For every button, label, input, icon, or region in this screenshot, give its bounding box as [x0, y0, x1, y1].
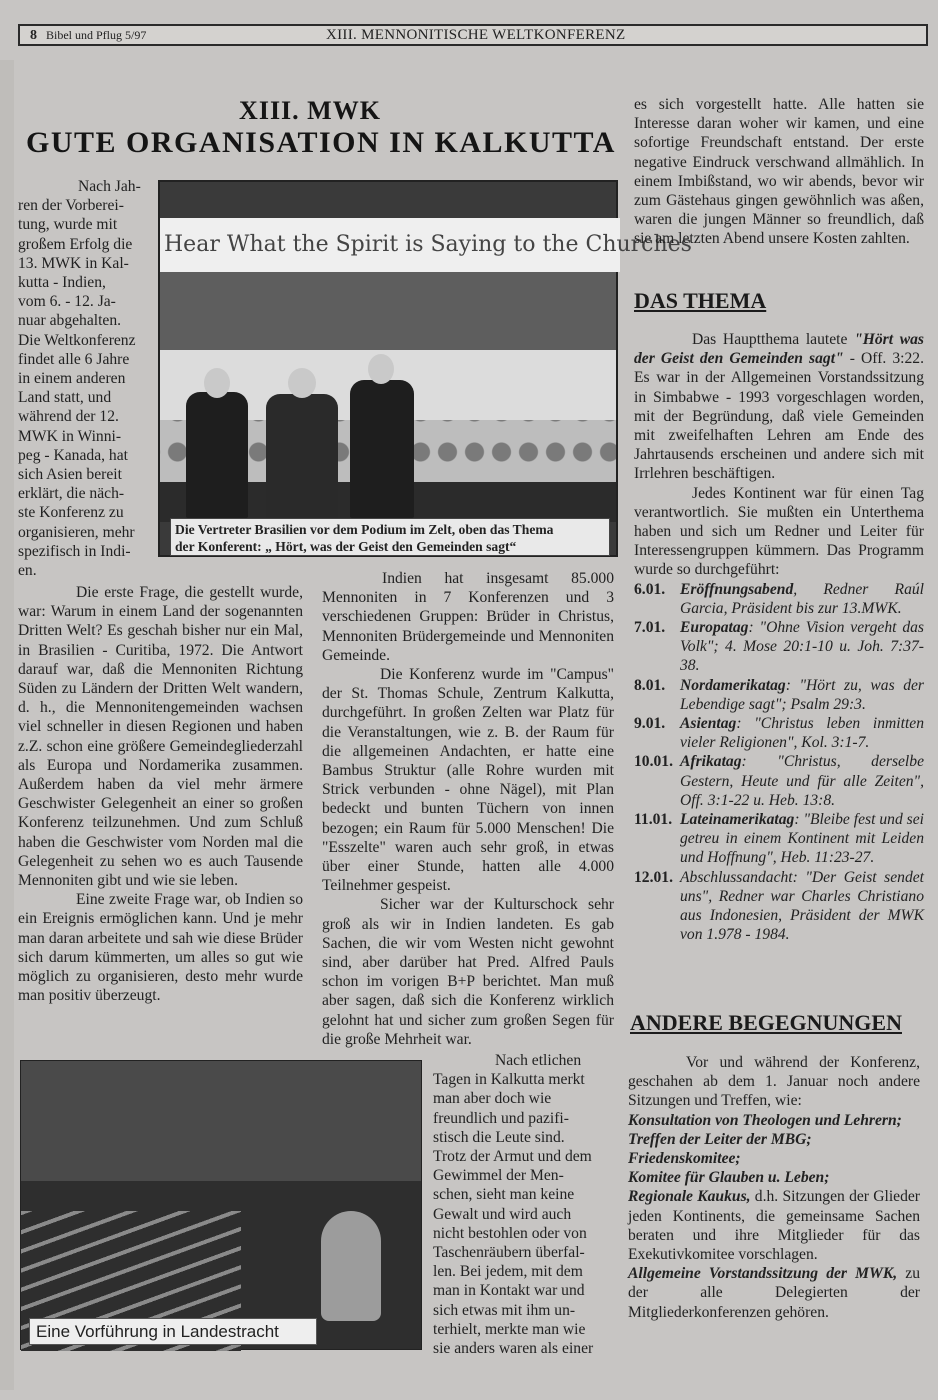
page-number: 8 [30, 28, 37, 43]
header-left [30, 28, 146, 44]
person-2-head [288, 368, 316, 398]
begegnungen-text [628, 1053, 920, 1322]
program-text [680, 580, 924, 618]
right-column [634, 95, 924, 249]
narrow-line: len. Bei jedem, mit dem [433, 1263, 583, 1281]
person-1 [186, 392, 248, 518]
program-date: 7.01. [634, 619, 666, 637]
narrow-line: Taschenräubern überfal- [433, 1244, 585, 1262]
middle-paragraph-3: Sicher war der Kulturschock sehr groß als wir in Indien landeten. Es gab Sachen, die wir vom Westen nicht gewohnt sind, aber darüber hat Pred. Alfred Pauls schon im vorigen B+P berichtet. Man muß aber sagen, daß sich die Konferenz wirklich gelohnt hat und sicher zum großen Segen für die große Mehrheit war. [322, 896, 614, 1048]
narrow-line: man aber doch wie [433, 1090, 552, 1108]
middle-paragraph-1: Indien hat insgesamt 85.000 Mennoniten in 7 Konferenzen und 3 verschiedenen Gruppen: Brüder in Christus, Mennoniten Brüdergemeinde und Mennoniten Gemeinde. [322, 570, 614, 664]
program-detail: : "Christus, derselbe Gestern, Heute und für alle Zeiten", Off. 3:1-22 u. Heb. 13:8. [680, 753, 924, 809]
program-day-name: Afrikatag [680, 753, 742, 771]
program-row [634, 580, 924, 618]
begeg-regional-bold: Regionale Kaukus, [628, 1188, 751, 1206]
narrow-column [433, 1051, 613, 1358]
narrow-line: schen, sieht man keine [433, 1186, 575, 1204]
program-date: 9.01. [634, 715, 666, 733]
page-header [18, 24, 928, 46]
person-3-head [368, 354, 394, 384]
program-detail: : "Ohne Vision vergeht das Volk"; 4. Mose 20:1-10 u. Joh. 7:37-38. [680, 619, 924, 675]
program-date: 10.01. [634, 753, 673, 771]
program-row [634, 752, 924, 810]
narrow-line: nicht bestohlen oder von [433, 1224, 587, 1242]
narrow-line: Gewimmel der Men- [433, 1167, 564, 1185]
program-text [680, 868, 924, 945]
narrow-line: terhielt, merkte man wie [433, 1320, 586, 1338]
photo-stage [160, 272, 616, 362]
left-paragraph-2: Die erste Frage, die gestellt wurde, war: Warum in einem Land der sogenannten Dritten Welt? Es geschah bisher nur ein Mal, in Brasilien - Curitiba, 1972. Die Antwort darauf war, daß die Mennoniten Richtung Süden zu Ländern der Dritten Welt wandern, d. h., die Mennonitengemeinden wachsen viel schneller in diesen Regionen und haben z.Z. schon eine größere Gemeindegliederzahl als Europa und Nordamerika zusammen. Außerdem haben da viel mehr ärmere Geschwister Gelegenheit an einer so großen Konferenz teilzunehmen. Und zum Schluß haben die Geschwister vom Norden mal die Gelegenheit zu sehen wo es auch Tausende Mennoniten gibt und wie sie leben. [18, 584, 303, 890]
intro-line: in einem anderen [18, 370, 126, 388]
intro-line: ren der Vorberei- [18, 197, 124, 215]
thema-paragraph-2: Jedes Kontinent war für einen Tag verantwortlich. Sie mußten ein Unterthema haben und sich um Redner und Leiter für Interessengruppen kümmern. Das Programm wurde so durchgeführt: [634, 484, 924, 579]
intro-line: großem Erfolg die [18, 235, 133, 253]
middle-column [322, 569, 614, 1049]
program-detail: : "Hört zu, was der Lebendige sagt"; Psalm 29:3. [680, 676, 924, 713]
program-row [634, 714, 924, 752]
photo-caption-line2: der Konferent: „ Hört, was der Geist den Gemeinden sagt“ [175, 539, 517, 554]
person-2 [266, 394, 338, 518]
begeg-allgemeine-text: zu der alle Delegierten der Mitgliederkonferenzen gehören. [628, 1265, 920, 1321]
intro-line: kutta - Indien, [18, 274, 106, 292]
narrow-line: man in Kontakt war und [433, 1282, 585, 1300]
program-text [680, 810, 924, 868]
program-list [634, 580, 924, 945]
intro-line: ste Konferenz zu [18, 504, 124, 522]
narrow-line: freundlich und pazifi- [433, 1109, 569, 1127]
intro-line: 13. MWK in Kal- [18, 254, 129, 272]
program-day-name: Nordamerikatag [680, 676, 786, 694]
program-detail: : "Christus leben inmitten vieler Religionen", Kol. 3:1-7. [680, 715, 924, 752]
photo-banner-text: Hear What the Spirit is Saying to the Churches [160, 218, 620, 272]
intro-line: Die Weltkonferenz [18, 331, 136, 349]
intro-column [18, 177, 146, 580]
left-column [18, 583, 303, 1005]
performance-dancer [321, 1211, 381, 1321]
intro-line: spezifisch in Indi- [18, 542, 131, 560]
thema-text [634, 330, 924, 945]
narrow-line: sich etwas mit ihm un- [433, 1301, 576, 1319]
performance-backdrop [21, 1061, 421, 1181]
article-title: GUTE ORGANISATION IN KALKUTTA [26, 126, 616, 159]
person-3 [350, 380, 414, 518]
intro-line: sich Asien bereit [18, 466, 122, 484]
photo2-caption: Eine Vorführung in Landestracht [29, 1318, 317, 1345]
begegnung-item: Konsultation von Theologen und Lehrern; [628, 1111, 902, 1129]
narrow-line: stisch die Leute sind. [433, 1128, 565, 1146]
photo-delegates [158, 180, 692, 557]
begeg-allgemeine-bold: Allgemeine Vorstandssitzung der MWK, [628, 1265, 898, 1283]
program-detail: , Redner Raúl Garcia, Präsident bis zur 13.MWK. [680, 580, 924, 617]
intro-line: vom 6. - 12. Ja- [18, 293, 116, 311]
program-day-name: Asientag [680, 715, 737, 733]
narrow-line: Trotz der Armut und dem [433, 1148, 592, 1166]
program-text [680, 714, 924, 752]
intro-line: tung, wurde mit [18, 216, 118, 234]
intro-line: findet alle 6 Jahre [18, 350, 130, 368]
program-day-name: Europatag [680, 619, 749, 637]
photo-caption [170, 518, 610, 556]
intro-line: während der 12. [18, 408, 119, 426]
issue-label: Bibel und Pflug 5/97 [46, 28, 147, 42]
program-detail: Abschlussandacht: "Der Geist sendet uns", Redner war Charles Christiano aus Indonesien, Präsident der MWK von 1.978 - 1984. [680, 868, 924, 944]
program-text [680, 752, 924, 810]
begegnung-item: Treffen der Leiter der MBG; [628, 1130, 812, 1148]
program-text [680, 618, 924, 676]
intro-line: erklärt, die näch- [18, 485, 125, 503]
program-text [680, 676, 924, 714]
intro-line: peg - Kanada, hat [18, 446, 128, 464]
narrow-line: Gewalt und wird auch [433, 1205, 572, 1223]
bleed-through-left [0, 60, 14, 1390]
photo-performance [20, 1060, 422, 1350]
program-date: 6.01. [634, 580, 666, 598]
begegnungen-intro: Vor und während der Konferenz, geschahen ab dem 1. Januar noch andere Sitzungen und Treffen, wie: [628, 1054, 920, 1110]
narrow-line: sie anders waren als einer [433, 1340, 594, 1358]
person-1-head [204, 368, 230, 398]
intro-line: en. [18, 562, 37, 580]
article-kicker: XIII. MWK [239, 96, 381, 125]
right-paragraph-1: es sich vorgestellt hatte. Alle hatten sie Interesse daran woher wir kamen, und eine sofortige Freundschaft entstand. Der erste negative Eindruck verschwand allmählich. In einem Imbißstand, wo wir abends, bevor wir zum Gästehaus gingen gewöhnlich was aßen, waren die jungen Männer so freundlich, daß sie am letzten Abend unsere Kosten zahlten. [634, 96, 924, 248]
section-heading-thema: DAS THEMA [634, 288, 767, 313]
program-date: 8.01. [634, 676, 666, 694]
middle-paragraph-2: Die Konferenz wurde im "Campus" der St. Thomas Schule, Zentrum Kalkutta, durchgeführt. In großen Zelten war Platz für die Veranstaltungen, wie z. B. der Raum für die allgemeinen Andachten, er hatte eine Bambus Struktur (alle Rohre wurden mit Strick verbunden - ohne Nägel), mit Plan bedeckt und bunten Tüchern von innen bezogen; ein Raum für 5.000 Menschen! Die "Esszelte" waren auch sehr groß, in etwas über einer Stunde, hatten alle 4.000 Teilnehmer gespeist. [322, 666, 614, 895]
program-date: 12.01. [634, 868, 673, 886]
program-row [634, 676, 924, 714]
intro-line: Nach Jah- [78, 178, 141, 195]
narrow-line: Tagen in Kalkutta merkt [433, 1071, 585, 1089]
program-date: 11.01. [634, 811, 673, 829]
program-row [634, 810, 924, 868]
left-paragraph-3: Eine zweite Frage war, ob Indien so ein Ereignis ermöglichen kann. Und je mehr man daran arbeitete und sah wie diese Brüder sich darum kümmerten, um alles so gut wie möglich zu organisieren, desto mehr wurde man positiv überzeugt. [18, 891, 303, 1005]
program-row [634, 618, 924, 676]
thema-prefix: Das Hauptthema lautete [692, 331, 855, 348]
begeg-regional-text: d.h. Sitzungen der Glieder jeden Kontinents, die gemeinsame Sachen beraten und ihre Mitglieder für das Exekutivkomitee vorschlagen. [628, 1188, 920, 1264]
header-section-title: XIII. MENNONITISCHE WELTKONFERENZ [326, 27, 626, 43]
program-row [634, 868, 924, 945]
intro-line: nuar abgehalten. [18, 312, 122, 330]
program-day-name: Eröffnungsabend [680, 580, 794, 598]
intro-line: organisieren, mehr [18, 523, 135, 541]
narrow-line: Nach etlichen [495, 1052, 582, 1069]
thema-rest: - Off. 3:22. Es war in der Allgemeinen Vorstandssitzung in Simbabwe - 1993 vorgeschlagen worden, mit der Begründung, daß viele Gemeinden mit zweifelhaften Lehren am Ende des Jahrtausends erscheinen und andere sich mit Irrlehren beschäftigen. [634, 350, 924, 483]
thema-quote: "Hört was der Geist den Gemeinden sagt" [634, 331, 924, 368]
photo-caption-line1: Die Vertreter Brasilien vor dem Podium im Zelt, oben das Thema [175, 522, 554, 537]
intro-line: Land statt, und [18, 389, 112, 407]
intro-line: MWK in Winni- [18, 427, 122, 445]
begegnung-item: Friedenskomitee; [628, 1150, 741, 1168]
begegnung-item: Komitee für Glauben u. Leben; [628, 1169, 830, 1187]
program-day-name: Lateinamerikatag [680, 811, 795, 829]
program-detail: : "Bleibe fest und sei getreu in einem Kontinent mit Leiden und Hoffnung", Heb. 11:23-27. [680, 811, 924, 867]
section-heading-begegnungen: ANDERE BEGEGNUNGEN [630, 1010, 902, 1035]
